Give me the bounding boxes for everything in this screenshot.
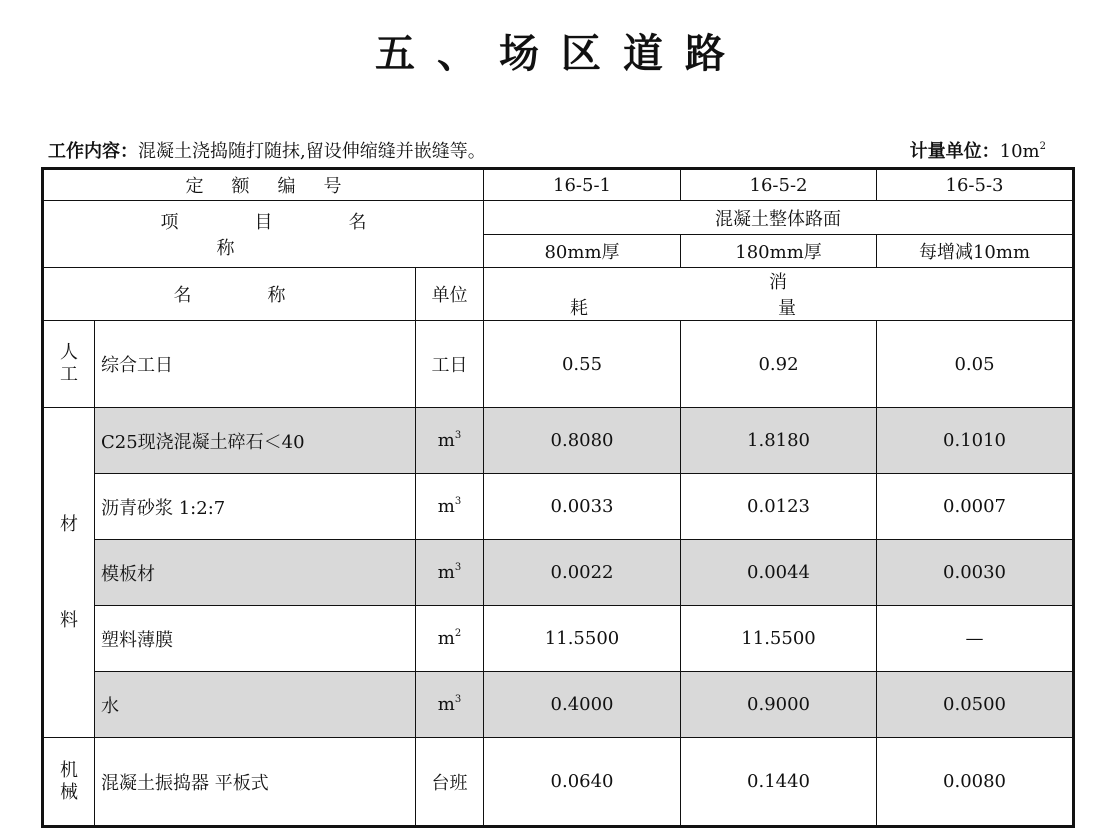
table-row: [43, 321, 1074, 408]
category-machine: 机 械: [43, 738, 95, 827]
item-name: 混凝土振捣器 平板式: [95, 738, 416, 827]
quota-code: 16-5-2: [681, 169, 877, 201]
value-cell: 0.0500: [877, 672, 1074, 738]
value-cell: 0.0080: [877, 738, 1074, 827]
value-cell: 0.1440: [681, 738, 877, 827]
item-unit: $m^3$: [416, 672, 484, 738]
quota-code: 16-5-1: [484, 169, 681, 201]
quota-code-row: [43, 169, 1074, 201]
item-unit: 工日: [416, 321, 484, 408]
work-content: [48, 137, 486, 163]
work-content-text: 混凝土浇捣随打随抹,留设伸缩缝并嵌缝等。: [138, 141, 486, 162]
table-row: [43, 474, 1074, 540]
value-cell: 0.92: [681, 321, 877, 408]
column-header-row: [43, 268, 1074, 321]
table-row: [43, 672, 1074, 738]
item-unit: 台班: [416, 738, 484, 827]
category-material: 材 料: [43, 408, 95, 738]
value-cell: 0.0033: [484, 474, 681, 540]
value-cell: 0.9000: [681, 672, 877, 738]
spec-cell: 180mm厚: [681, 235, 877, 268]
item-name: 塑料薄膜: [95, 606, 416, 672]
quota-code: 16-5-3: [877, 169, 1074, 201]
value-cell: 0.05: [877, 321, 1074, 408]
value-cell: 0.0044: [681, 540, 877, 606]
group-title-row: [43, 201, 1074, 235]
spec-cell: 80mm厚: [484, 235, 681, 268]
item-name: 沥青砂浆 1:2:7: [95, 474, 416, 540]
item-unit: $m^3$: [416, 540, 484, 606]
table-row: [43, 408, 1074, 474]
measure-unit: [910, 137, 1046, 163]
item-unit: $m^2$: [416, 606, 484, 672]
value-cell: 0.8080: [484, 408, 681, 474]
item-unit: $m^3$: [416, 474, 484, 540]
value-cell: 1.8180: [681, 408, 877, 474]
table-row: [43, 738, 1074, 827]
value-cell: 0.0640: [484, 738, 681, 827]
value-cell: 0.0123: [681, 474, 877, 540]
quota-table: [41, 167, 1075, 828]
value-cell: 11.5500: [681, 606, 877, 672]
quota-no-label: 定额编号: [43, 169, 484, 201]
value-cell: 0.1010: [877, 408, 1074, 474]
value-cell: 0.0007: [877, 474, 1074, 540]
measure-unit-value: 10m: [999, 141, 1040, 162]
table-row: [43, 606, 1074, 672]
item-name-label: 项目名称: [43, 201, 484, 268]
spec-cell: 每增减10mm: [877, 235, 1074, 268]
work-content-label: 工作内容：: [48, 141, 138, 162]
group-title: 混凝土整体路面: [484, 201, 1074, 235]
item-name: 模板材: [95, 540, 416, 606]
category-labor: 人 工: [43, 321, 95, 408]
consumption-label: 消耗量: [484, 268, 1074, 321]
table-row: [43, 540, 1074, 606]
col-name-label: 名称: [43, 268, 416, 321]
value-cell: 0.55: [484, 321, 681, 408]
value-cell: 11.5500: [484, 606, 681, 672]
measure-unit-label: 计量单位：: [909, 141, 1000, 162]
value-cell: 0.0030: [877, 540, 1074, 606]
item-name: C25现浇混凝土碎石＜40: [95, 408, 416, 474]
item-name: 综合工日: [95, 321, 416, 408]
value-cell: 0.4000: [484, 672, 681, 738]
item-unit: $m^3$: [416, 408, 484, 474]
item-name: 水: [95, 672, 416, 738]
value-cell: 0.0022: [484, 540, 681, 606]
col-unit-label: 单位: [416, 268, 484, 321]
value-cell: —: [877, 606, 1074, 672]
measure-unit-sup: 2: [1039, 141, 1046, 152]
page-title: 五、场区道路: [375, 31, 747, 77]
